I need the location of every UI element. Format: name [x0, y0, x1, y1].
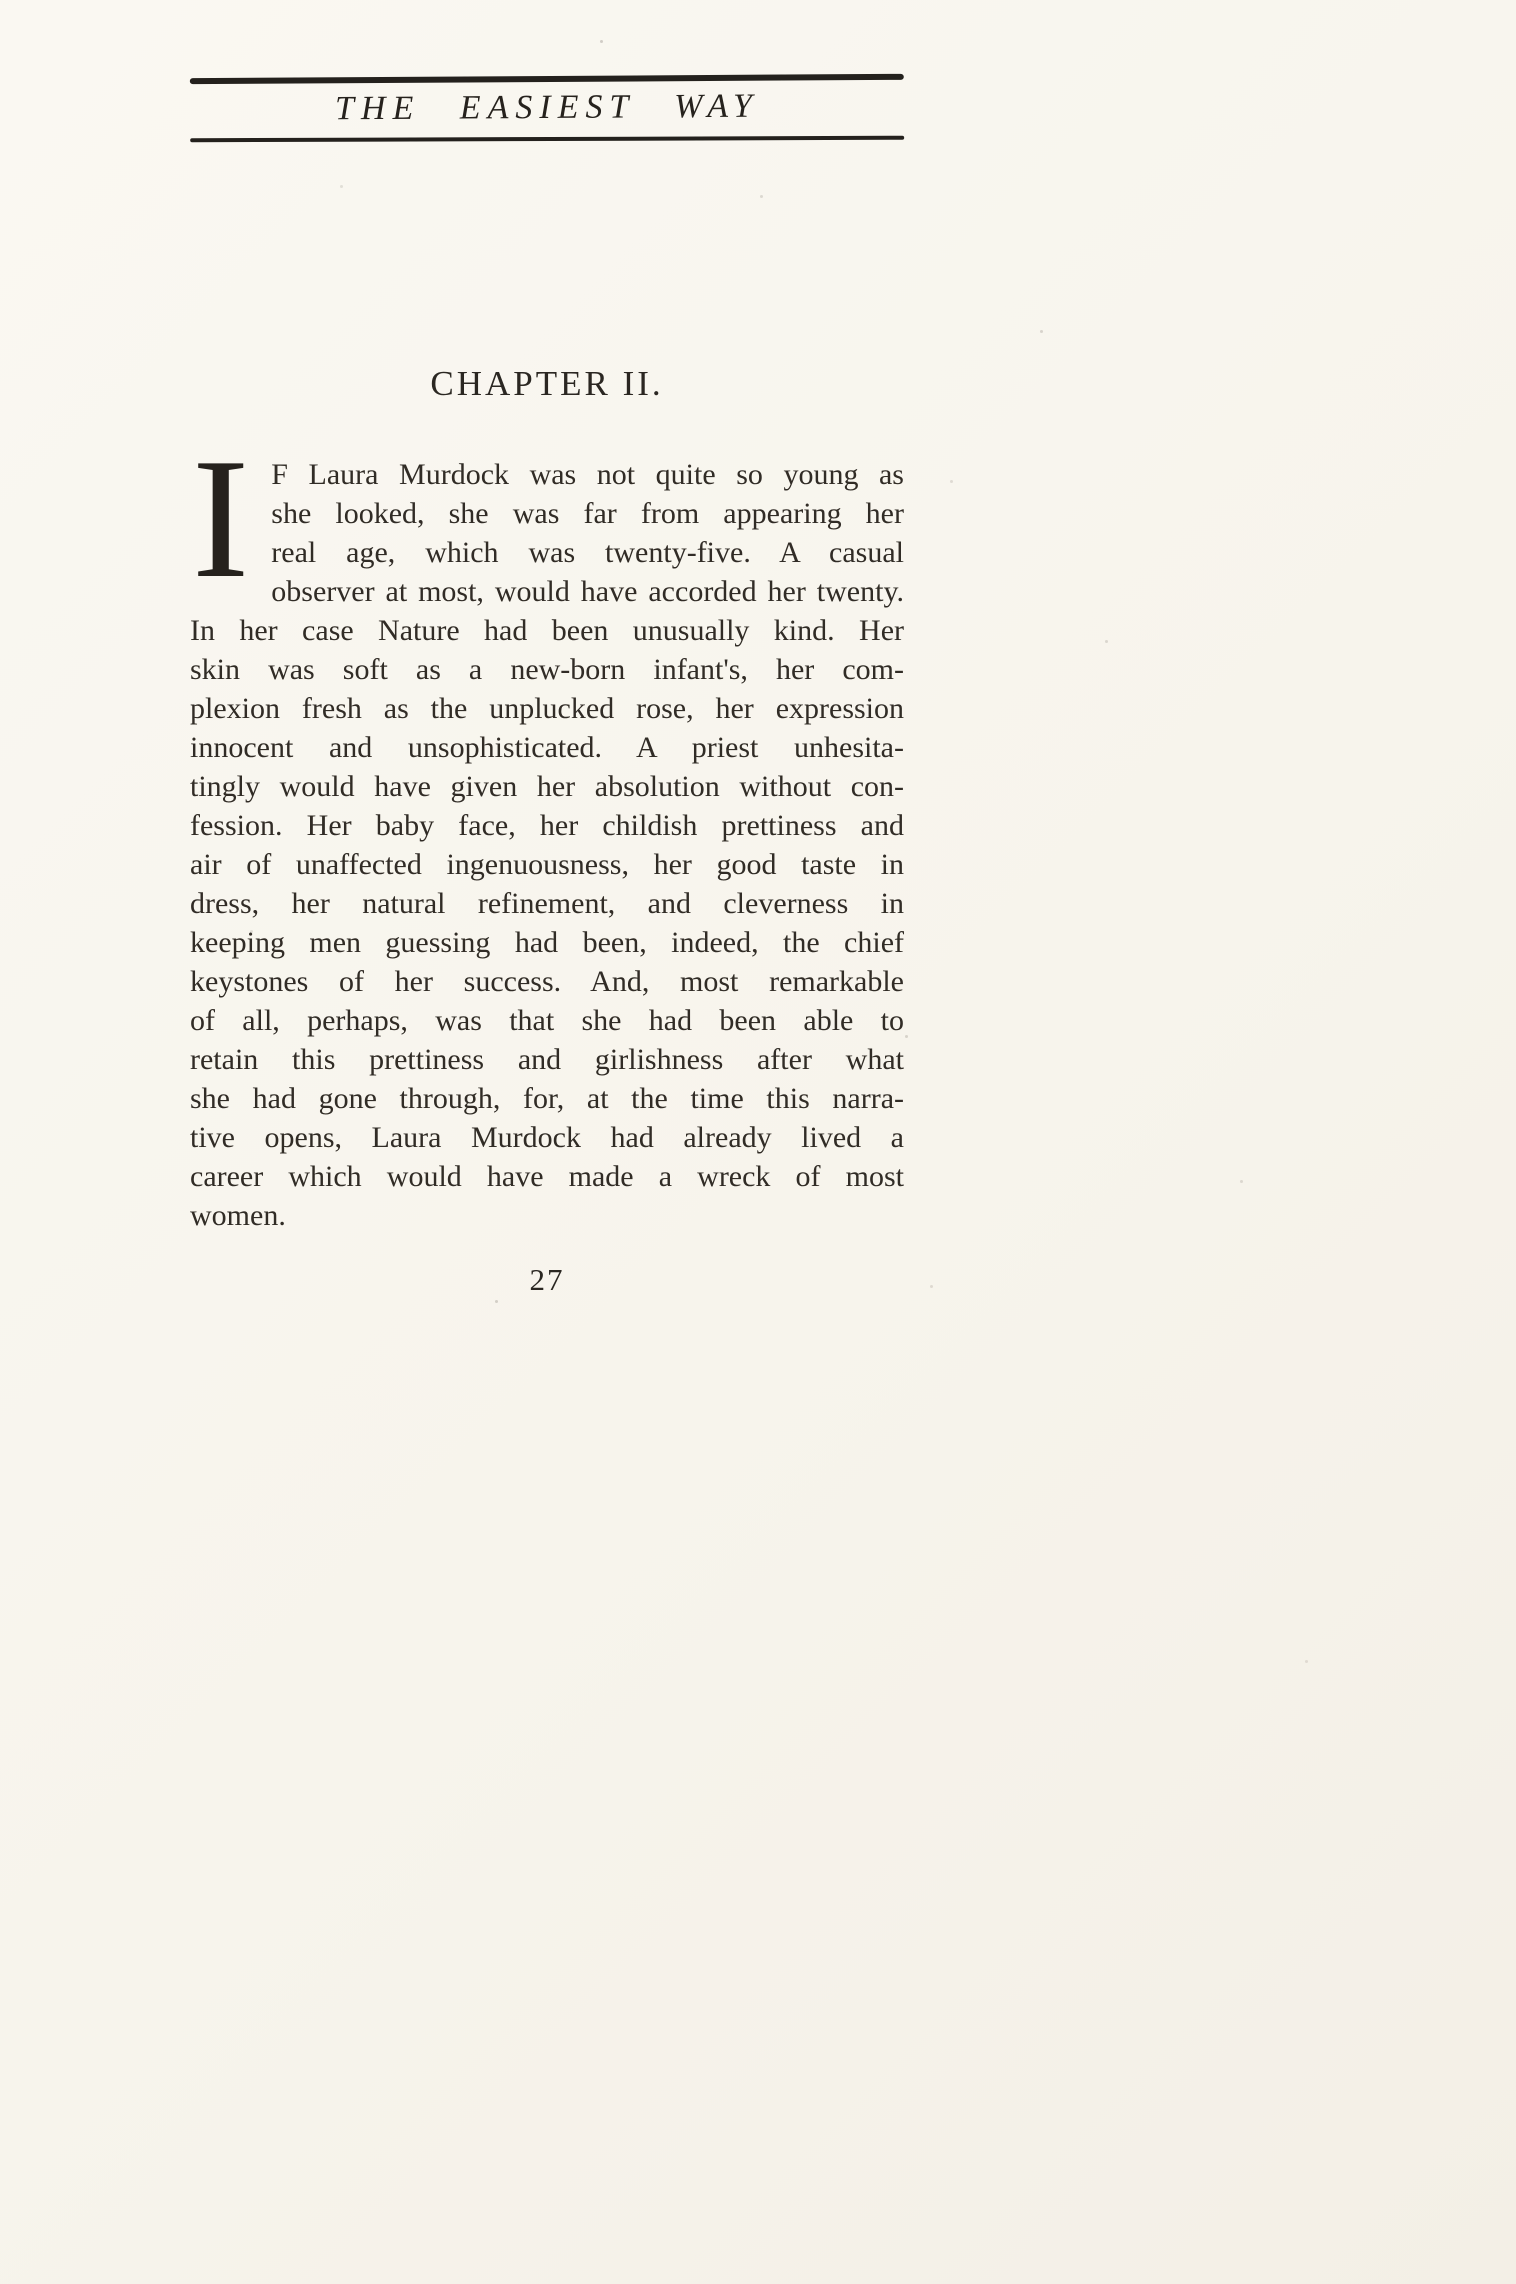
- text-line: keystones of her success. And, most remarkable: [190, 965, 904, 998]
- text-line: F Laura Murdock was not quite so young as: [271, 458, 904, 491]
- chapter-heading: CHAPTER II.: [430, 364, 664, 403]
- text-line: plexion fresh as the unplucked rose, her expression: [190, 692, 904, 725]
- drop-cap: I: [192, 424, 250, 614]
- text-line: tingly would have given her absolution without con-: [190, 770, 904, 803]
- text-line: In her case Nature had been unusually kind. Her: [190, 614, 904, 647]
- text-line: women.: [190, 1199, 286, 1232]
- text-line: tive opens, Laura Murdock had already lived a: [190, 1121, 904, 1154]
- body-text: [190, 424, 904, 1235]
- text-line: innocent and unsophisticated. A priest unhesita-: [190, 731, 904, 764]
- text-line: air of unaffected ingenuousness, her good taste in: [190, 848, 904, 881]
- text-line: of all, perhaps, was that she had been able to: [190, 1004, 904, 1037]
- running-header-title: THE EASIEST WAY: [334, 87, 760, 128]
- page-number: 27: [529, 1262, 565, 1297]
- text-line: fession. Her baby face, her childish prettiness and: [190, 809, 904, 842]
- text-line: career which would have made a wreck of most: [190, 1160, 904, 1193]
- running-header: [190, 74, 904, 143]
- text-line: real age, which was twenty-five. A casual: [271, 536, 904, 569]
- text-line: she had gone through, for, at the time this narra-: [190, 1082, 904, 1115]
- text-line: skin was soft as a new-born infant's, her com-: [190, 653, 904, 686]
- content-column: [190, 76, 904, 1298]
- text-line: observer at most, would have accorded her twenty.: [271, 575, 904, 608]
- text-line: keeping men guessing had been, indeed, the chief: [190, 926, 904, 959]
- text-line: she looked, she was far from appearing her: [271, 497, 904, 530]
- text-line: retain this prettiness and girlishness after what: [190, 1043, 904, 1076]
- text-line: dress, her natural refinement, and cleverness in: [190, 887, 904, 920]
